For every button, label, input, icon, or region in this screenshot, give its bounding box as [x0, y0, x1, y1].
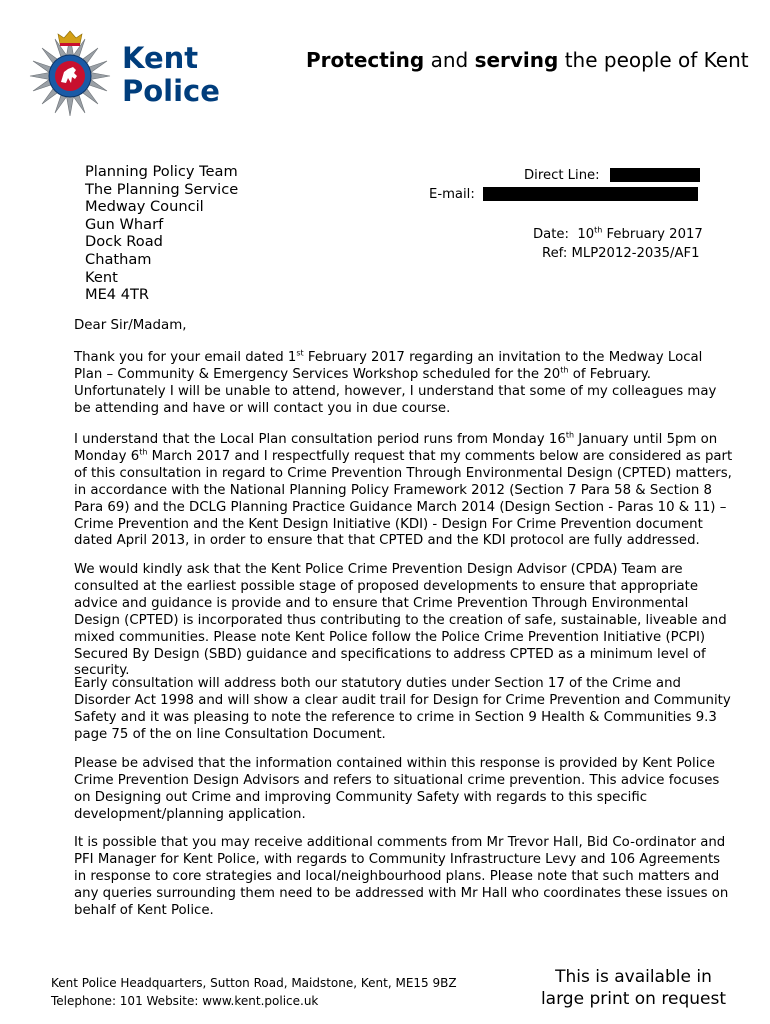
large-print-line-2: large print on request [540, 989, 726, 1009]
address-line: Dock Road [85, 233, 163, 251]
address-line: The Planning Service [85, 180, 239, 198]
email-line [429, 187, 698, 202]
footer-address: Kent Police Headquarters, Sutton Road, Maidstone, Kent, ME15 9BZ [51, 976, 457, 990]
kent-police-logo [122, 42, 220, 108]
address-line: ME4 4TR [85, 286, 150, 304]
email-label: E-mail: [429, 187, 475, 202]
date-day: 10 [577, 227, 595, 242]
p2-text-b: January until 5pm on Monday 6 [74, 432, 718, 464]
brand-line-2: Police [122, 74, 220, 108]
direct-line-label: Direct Line: [524, 168, 600, 183]
date-rest: February 2017 [602, 227, 703, 242]
p2-sup-b: th [139, 447, 148, 457]
letter-ref: Ref: MLP2012-2035/AF1 [542, 246, 700, 261]
address-line: Kent [85, 268, 118, 286]
brand-line-1: Kent [122, 41, 199, 75]
date-label: Date: [533, 227, 569, 242]
kent-police-crest-icon [26, 26, 114, 116]
large-print-line-1: This is available in [555, 967, 712, 987]
paragraph-4: Early consultation will address both our statutory duties under Section 17 of the Crime and Disorder Act 1998 and will show a clear audit trail for Design for Crime Prevention and Community Safety and it was pleasing to note the reference to crime in Section 9 Health & Communities 9.3 page 75 of the on line Consultation Document. [74, 676, 731, 742]
paragraph-2 [74, 432, 734, 550]
tagline-protecting: Protecting [306, 48, 425, 72]
paragraph-5: Please be advised that the information contained within this response is provided by Kent Police Crime Prevention Design Advisors and refers to situational crime prevention. This advice focuses on Designing out Crime and improving Community Safety with regards to this specific development/planning application. [74, 756, 720, 822]
p2-text-c: March 2017 and I respectfully request that my comments below are considered as part of this consultation in regard to Crime Prevention Through Environmental Design (CPTED) matters, in accordance with the National Planning Policy Framework 2012 (Section 7 Para 58 & Section 8 Para 69) and the DCLG Planning Practice Guidance March 2014 (Design Section - Paras 10 & 11) – Crime Prevention and the Kent Design Initiative (KDI) - Design For Crime Prevention document dated April 2013, in order to ensure that that CPTED and the KDI protocol are fully addressed. [74, 448, 733, 549]
redacted-phone [610, 168, 700, 182]
tagline-rest: the people of Kent [558, 48, 749, 72]
tagline-and: and [424, 48, 475, 72]
direct-line [524, 168, 700, 183]
p1-sup-a: st [296, 348, 304, 358]
p2-sup-a: th [565, 430, 575, 440]
date-suffix: th [594, 225, 603, 235]
footer-telephone: Telephone: 101 Website: www.kent.police.uk [51, 994, 319, 1008]
recipient-address [85, 163, 238, 304]
footer-contact [51, 974, 457, 1010]
paragraph-1 [74, 350, 734, 418]
p1-text-b: February 2017 regarding an invitation to the Medway Local Plan – Community & Emergency Services Workshop scheduled for the 20 [74, 350, 703, 382]
letter-date [533, 227, 703, 242]
paragraph-6: It is possible that you may receive additional comments from Mr Trevor Hall, Bid Co-ordinator and PFI Manager for Kent Police, with regards to Community Infrastructure Levy and 106 Agreements in response to core strategies and local/neighbourhood plans. Please note that such matters and any queries surrounding them need to be addressed with Mr Hall who coordinates these issues on behalf of Kent Police. [74, 835, 729, 918]
address-line: Medway Council [85, 198, 204, 216]
address-line: Gun Wharf [85, 215, 164, 233]
tagline-serving: serving [474, 48, 559, 72]
tagline [306, 48, 749, 72]
large-print-notice [541, 966, 726, 1010]
redacted-email [483, 187, 698, 201]
paragraph-3: We would kindly ask that the Kent Police Crime Prevention Design Advisor (CPDA) Team are consulted at the earliest possible stage of proposed developments to ensure that appropriate advice and guidance is provide and to ensure that Crime Prevention Through Environmental Design (CPTED) is incorporated thus contributing to the creation of safe, sustainable, liveable and mixed communities. Please note Kent Police follow the Police Crime Prevention Initiative (PCPI) Secured By Design (SBD) guidance and specifications to address CPTED as a minimum level of security. [74, 562, 727, 679]
p1-text-a: Thank you for your email dated 1 [74, 350, 297, 365]
p2-text-a: I understand that the Local Plan consultation period runs from Monday 16 [74, 432, 566, 447]
salutation: Dear Sir/Madam, [74, 318, 187, 333]
address-line: Chatham [85, 250, 152, 268]
p1-sup-b: th [560, 365, 569, 375]
p1-text-c: of February. Unfortunately I will be unable to attend, however, I understand that some of my colleagues may be attending and have or will contact you in due course. [74, 366, 717, 416]
address-line: Planning Policy Team [85, 163, 238, 180]
margin-stamp [750, 964, 756, 966]
